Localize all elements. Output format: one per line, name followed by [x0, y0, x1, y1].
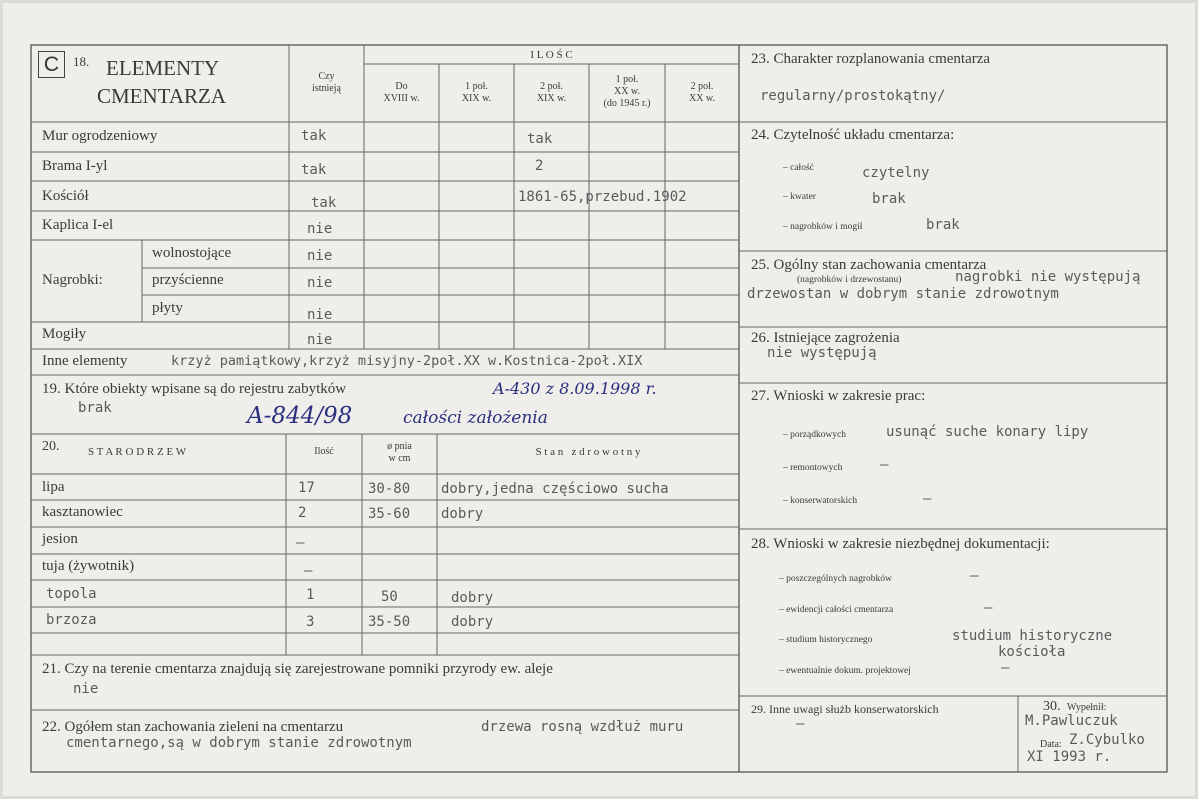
tree-diameter-topola: 50: [381, 589, 398, 605]
section-24-item-calosc: – całość: [783, 163, 814, 173]
nagrobki-czy-wolnostojace: nie: [307, 248, 333, 264]
section-19-label: 19. Które obiekty wpisane są do rejestru zabytków: [42, 381, 347, 397]
col-header-5-line2: XX w.: [688, 93, 715, 104]
section-23-label: 23. Charakter rozplanowania cmentarza: [751, 51, 991, 67]
tree-name-kasztanowiec: kasztanowiec: [42, 504, 123, 520]
element-czy-brama: tak: [301, 162, 327, 178]
tree-condition-brzoza: dobry: [451, 614, 494, 630]
inne-elementy-label: Inne elementy: [42, 353, 128, 369]
section-25-value-line1: nagrobki nie występują: [955, 269, 1141, 285]
nagrobki-czy-plyty: nie: [307, 307, 333, 323]
nagrobki-sub-wolnostojace: wolnostojące: [152, 245, 232, 261]
section-19-handwritten-number: A-844/98: [247, 403, 353, 429]
section-22-label: 22. Ogółem stan zachowania zieleni na cmentarzu: [42, 719, 344, 735]
tree-name-tuja: tuja (żywotnik): [42, 558, 135, 574]
section-24-value-calosc: czytelny: [862, 165, 930, 181]
section-30-data-label: Data:: [1040, 739, 1062, 750]
element-value-kosciol: 1861-65,przebud.1902: [518, 189, 687, 205]
element-value-mur: tak: [527, 131, 553, 147]
col-header-1-line2: XVIII w.: [383, 93, 420, 104]
tree-diameter-lipa: 30-80: [368, 481, 411, 497]
section-29-value: –: [796, 716, 805, 732]
tree-diameter-kasztanowiec: 35-60: [368, 506, 411, 522]
starodrzew-stan-header: S t a n z d r o w o t n y: [535, 446, 641, 458]
section-27-item-porzadkowych: – porządkowych: [783, 430, 847, 440]
starodrzew-ilosc-header: Ilość: [314, 446, 334, 457]
section-18-title-line2: CMENTARZA: [97, 84, 226, 108]
tree-condition-lipa: dobry,jedna częściowo sucha: [441, 481, 669, 497]
section-30-date: XI 1993 r.: [1027, 749, 1112, 765]
section-28-item-studium: – studium historycznego: [779, 635, 873, 645]
section-28-label: 28. Wnioski w zakresie niezbędnej dokumentacji:: [751, 536, 1050, 552]
tree-diameter-brzoza: 35-50: [368, 614, 411, 630]
starodrzew-fi-header-line2: w cm: [388, 453, 411, 464]
section-25-sublabel: (nagrobków i drzewostanu): [797, 275, 902, 285]
tree-count-brzoza: 3: [306, 614, 315, 630]
tree-name-lipa: lipa: [42, 479, 65, 495]
element-label-brama: Brama I-yl: [42, 158, 108, 174]
section-28-value-ewidencji: –: [984, 600, 993, 616]
tree-condition-topola: dobry: [451, 590, 494, 606]
tree-condition-kasztanowiec: dobry: [441, 506, 484, 522]
section-28-value-studium-line1: studium historyczne: [952, 628, 1113, 644]
section-25-label: 25. Ogólny stan zachowania cmentarza: [751, 257, 987, 273]
section-24-value-nagrobkow: brak: [926, 217, 960, 233]
section-30-filled-by: M.Pawluczuk: [1025, 713, 1118, 729]
col-header-4-line1: 1 poł.: [615, 74, 639, 85]
section-28-item-ewidencji: – ewidencji całości cmentarza: [779, 605, 894, 615]
section-27-value-remontowych: –: [880, 457, 889, 473]
col-header-2-line1: 1 poł.: [465, 81, 488, 92]
section-28-value-projektowej: –: [1001, 660, 1010, 676]
section-28-value-nagrobkow: –: [970, 568, 979, 584]
section-19-value: brak: [78, 400, 112, 416]
inne-elementy-value: krzyż pamiątkowy,krzyż misyjny-2poł.XX w.Kostnica-2poł.XIX: [171, 353, 643, 369]
section-21-value: nie: [73, 681, 99, 697]
col-header-5-line1: 2 poł.: [690, 81, 714, 92]
section-18-title-line1: ELEMENTY: [106, 56, 220, 80]
tree-count-lipa: 17: [298, 480, 315, 496]
element-label-kosciol: Kościół: [42, 188, 89, 204]
tree-count-tuja: –: [304, 563, 313, 579]
element-czy-kosciol: tak: [311, 195, 337, 211]
nagrobki-sub-plyty: płyty: [152, 300, 183, 316]
tree-count-jesion: –: [296, 535, 305, 551]
section-letter-stamp: C: [38, 51, 65, 78]
section-18-number: 18.: [73, 54, 90, 69]
nagrobki-sub-przyscienne: przyścienne: [152, 272, 224, 288]
istnieja-header: istnieją: [312, 83, 341, 94]
section-26-label: 26. Istniejące zagrożenia: [751, 330, 900, 346]
section-27-value-porzadkowych: usunąć suche konary lipy: [886, 424, 1089, 440]
section-27-item-konserwatorskich: – konserwatorskich: [783, 496, 858, 506]
czy-header: Czy: [318, 71, 335, 82]
mogily-czy: nie: [307, 332, 333, 348]
tree-count-kasztanowiec: 2: [298, 505, 307, 521]
section-26-value: nie występują: [767, 345, 877, 361]
section-29-label: 29. Inne uwagi służb konserwatorskich: [751, 702, 939, 716]
section-30-number: 30.: [1043, 699, 1061, 714]
tree-name-brzoza: brzoza: [46, 612, 97, 628]
mogily-label: Mogiły: [42, 326, 87, 342]
section-22-value-line1: drzewa rosną wzdłuż muru: [481, 719, 684, 735]
section-28-value-studium-line2: kościoła: [998, 644, 1066, 660]
section-20-title: S T A R O D R Z E W: [88, 446, 187, 458]
tree-name-jesion: jesion: [42, 531, 78, 547]
col-header-4-line2: XX w.: [613, 86, 640, 97]
element-czy-kaplica: nie: [307, 221, 333, 237]
col-header-2-line2: XIX w.: [461, 93, 492, 104]
element-value-brama: 2: [535, 158, 544, 174]
nagrobki-label: Nagrobki:: [42, 272, 103, 288]
section-19-handwritten-scope: całości założenia: [403, 408, 548, 428]
section-24-label: 24. Czytelność układu cmentarza:: [751, 127, 955, 143]
section-27-label: 27. Wnioski w zakresie prac:: [751, 388, 926, 404]
col-header-4-line3: (do 1945 r.): [603, 98, 651, 109]
section-24-item-kwater: – kwater: [783, 192, 816, 202]
element-czy-mur: tak: [301, 128, 327, 144]
section-27-item-remontowych: – remontowych: [783, 463, 843, 473]
section-28-item-nagrobkow: – poszczególnych nagrobków: [779, 574, 892, 584]
col-header-3-line1: 2 poł.: [540, 81, 563, 92]
section-21-label: 21. Czy na terenie cmentarza znajdują się zarejestrowane pomniki przyrody ew. aleje: [42, 661, 553, 677]
col-header-1-line1: Do: [395, 81, 408, 92]
section-30-wypelnil-label: Wypełnił:: [1067, 702, 1107, 713]
section-30-second-name: Z.Cybulko: [1069, 732, 1145, 748]
nagrobki-czy-przyscienne: nie: [307, 275, 333, 291]
element-label-mur: Mur ogrodzeniowy: [42, 128, 158, 144]
section-23-value: regularny/prostokątny/: [760, 88, 946, 104]
section-28-item-projektowej: – ewentualnie dokum. projektowej: [779, 666, 911, 676]
ilosc-header: I L O Ś C: [530, 49, 573, 61]
col-header-3-line2: XIX w.: [536, 93, 567, 104]
tree-count-topola: 1: [306, 587, 315, 603]
section-22-value-line2: cmentarnego,są w dobrym stanie zdrowotnym: [66, 735, 412, 751]
starodrzew-fi-header-line1: ø pnia: [387, 441, 412, 452]
tree-name-topola: topola: [46, 586, 97, 602]
section-24-value-kwater: brak: [872, 191, 906, 207]
section-20-number: 20.: [42, 439, 60, 454]
section-27-value-konserwatorskich: –: [923, 491, 932, 507]
section-19-handwritten-register: A-430 z 8.09.1998 r.: [493, 379, 657, 398]
section-25-value-line2: drzewostan w dobrym stanie zdrowotnym: [747, 286, 1059, 302]
section-24-item-nagrobkow: – nagrobków i mogił: [783, 222, 863, 232]
element-label-kaplica: Kaplica I-el: [42, 217, 114, 233]
